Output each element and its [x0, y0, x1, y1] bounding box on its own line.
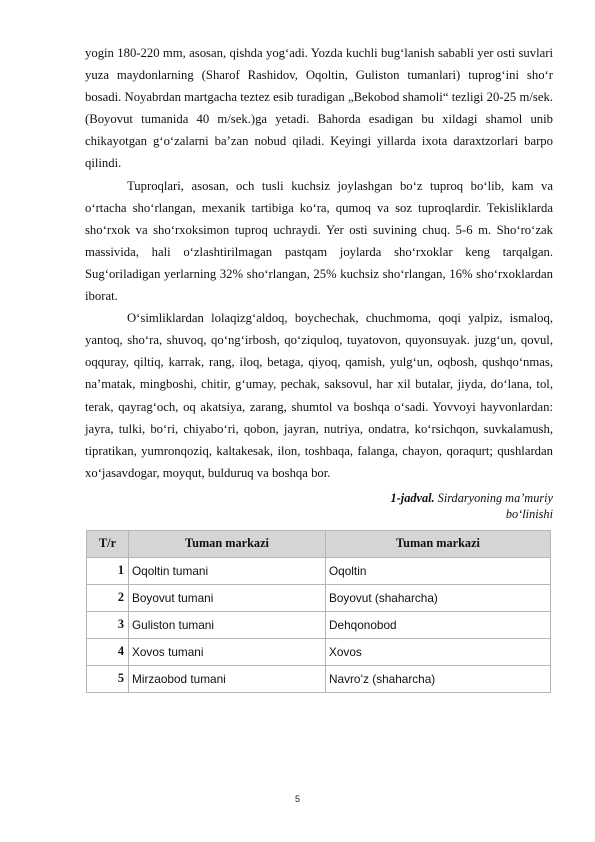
row-center: Dehqonobod — [326, 611, 551, 638]
table-row — [87, 611, 551, 638]
row-number: 5 — [87, 665, 129, 692]
table-caption-line2: boʻlinishi — [505, 506, 553, 521]
row-district: Boyovut tumani — [129, 584, 326, 611]
row-district: Xovos tumani — [129, 638, 326, 665]
row-district: Mirzaobod tumani — [129, 665, 326, 692]
table-header-district: Tuman markazi — [129, 530, 326, 557]
paragraph-climate: yogin 180-220 mm, asosan, qishda yogʻadi. Yozda kuchli bugʻlanish sababli yer osti suvlari yuza maydonlarning (Sharof Rashidov, Oqoltin, Guliston tumanlari) tuprogʻini shoʻr bosadi. Noyabrdan martgacha teztez esib turadigan „Bekobod shamoli“ tezligi 20-25 m/sek. (Boyovut tumanida 40 m/sek.)ga yetadi. Bahorda esadigan bu xildagi shamol unib chikayotgan gʻoʻzalarni baʼzan nobud qiladi. Keyingi yillarda ixota daraxtzorlari barpo qilindi. — [85, 46, 553, 171]
table-caption — [85, 490, 553, 522]
table-header-number: T/r — [87, 530, 129, 557]
row-center: Navroʻz (shaharcha) — [326, 665, 551, 692]
districts-table — [86, 530, 551, 693]
table-caption-line1: Sirdaryoning maʼmuriy — [434, 490, 553, 505]
row-number: 4 — [87, 638, 129, 665]
row-center: Boyovut (shaharcha) — [326, 584, 551, 611]
paragraph-flora-fauna: Oʻsimliklardan lolaqizgʻaldoq, boychechak, chuchmoma, qoqi yalpiz, ismaloq, yantoq, shoʻra, shuvoq, qoʻngʻirbosh, qoʻziquloq, tuyatovon, quyonsuyak. juzgʻun, qovul, oqquray, qiltiq, karrak, rang, iloq, betaga, qiyoq, qamish, yulgʻun, oqbosh, qushqoʻnmas, naʼmatak, mingboshi, chitir, gʻumay, pechak, saksovul, har xil butalar, jiyda, doʻlana, tol, terak, qayragʻoch, oq akatsiya, zarang, shumtol va boshqa oʻsadi. Yovvoyi hayvonlardan: jayra, tulki, boʻri, chiyaboʻri, qobon, jayran, nutriya, ondatra, koʻrsichqon, suvkalamush, tipratikan, yumronqoziq, kaltakesak, ilon, toshbaqa, falanga, chayon, qoraqurt; qushlardan xoʻjasavdogar, moyqut, bulduruq va boshqa bor. — [85, 311, 553, 480]
table-row — [87, 638, 551, 665]
row-district: Guliston tumani — [129, 611, 326, 638]
paragraph-soils: Tuproqlari, asosan, och tusli kuchsiz joylashgan boʻz tuproq boʻlib, kam va oʻrtacha shoʻrlangan, mexanik tartibiga koʻra, qumoq va soz tuproqlardir. Tekisliklarda shoʻrxok va shoʻrxoksimon tuproq uchraydi. Yer osti suvining chuq. 5-6 m. Shoʻroʻzak massivida, hali oʻzlashtirilmagan pastqam joylarda shoʻrxoklar keng tarqalgan. Sugʻoriladigan yerlarning 32% shoʻrlangan, 25% kuchsiz shoʻrlangan, 16% shoʻrxoklardan iborat. — [85, 178, 553, 304]
page-number: 5 — [294, 794, 300, 804]
table-caption-number: 1-jadval. — [390, 490, 435, 505]
row-center: Oqoltin — [326, 557, 551, 584]
table-header-row — [87, 530, 551, 557]
row-number: 3 — [87, 611, 129, 638]
table-header-center: Tuman markazi — [326, 530, 551, 557]
row-district: Oqoltin tumani — [129, 557, 326, 584]
row-number: 1 — [87, 557, 129, 584]
page-content — [85, 42, 553, 693]
row-number: 2 — [87, 584, 129, 611]
row-center: Xovos — [326, 638, 551, 665]
table-row — [87, 584, 551, 611]
table-row — [87, 557, 551, 584]
table-row — [87, 665, 551, 692]
